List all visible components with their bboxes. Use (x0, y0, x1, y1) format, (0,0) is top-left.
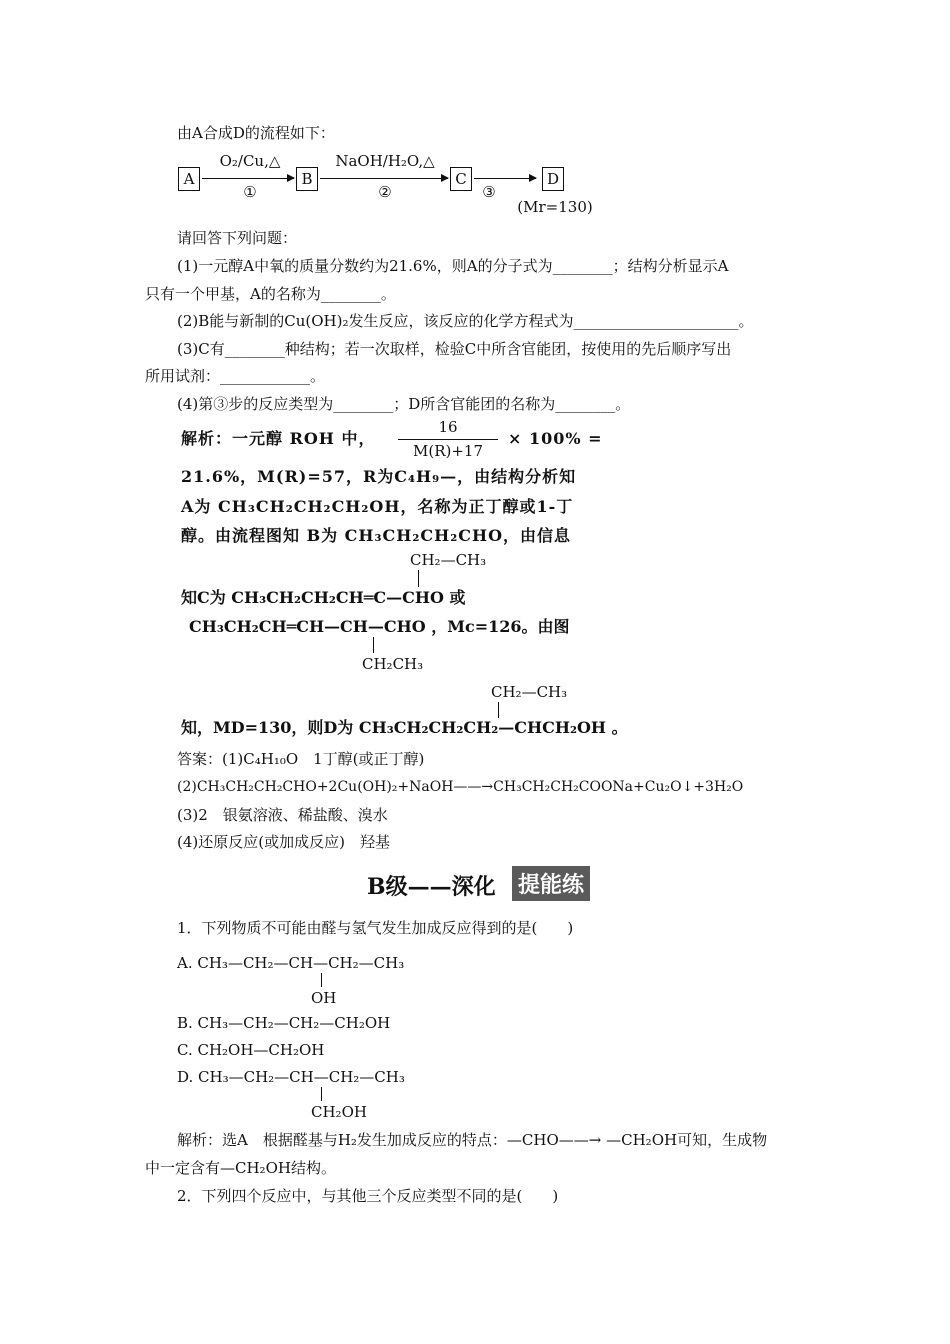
flow-arrow-1 (202, 178, 294, 179)
structure-c1-main: 知C为 CH₃CH₂CH₂CH═C—CHO 或 (181, 588, 466, 607)
flow-step1-number: ① (243, 183, 257, 201)
analysis-fraction-numerator: 16 (438, 418, 458, 436)
option-a-bond (321, 973, 322, 987)
structure-c2-branch: CH₂CH₃ (362, 655, 424, 673)
question-1-line-1: (1)一元醇A中氧的质量分数约为21.6%，则A的分子式为________；结构分析显示A (177, 257, 729, 275)
answer-4: (4)还原反应(或加成反应) 羟基 (177, 833, 390, 851)
structure-d-bond (498, 702, 499, 718)
flow-step2-number: ② (378, 183, 392, 201)
section-title: B级——深化 (367, 874, 496, 900)
answer-2: (2)CH₃CH₂CH₂CHO+2Cu(OH)₂+NaOH——→CH₃CH₂CH₂COONa+Cu₂O↓+3H₂O (177, 779, 744, 795)
flow-mr-label: (Mr=130) (517, 198, 593, 216)
structure-d-main: 知，MD=130，则D为 CH₃CH₂CH₂CH₂—CHCH₂OH 。 (181, 718, 628, 737)
flow-box-b: B (296, 167, 318, 191)
question-3-line-1: (3)C有________种结构；若一次取样，检验C中所含官能团，按使用的先后顺序写出 (177, 340, 732, 358)
question-2: (2)B能与新制的Cu(OH)₂发生反应，该反应的化学方程式为______________________。 (177, 312, 754, 330)
structure-c2-main: CH₃CH₂CH═CH—CH—CHO ，Mc=126。由图 (189, 617, 570, 636)
flow-step2-condition: NaOH/H₂O,△ (335, 152, 435, 170)
analysis-line-1-prefix: 解析：一元醇 ROH 中， (181, 429, 376, 448)
flow-step1-condition: O₂/Cu,△ (219, 152, 281, 170)
ask-text: 请回答下列问题： (177, 229, 298, 247)
problem-1-option-d-sub: CH₂OH (311, 1103, 367, 1121)
problem-1-explanation-line-2: 中一定含有—CH₂OH结构。 (145, 1159, 336, 1177)
section-title-highlight: 提能练 (512, 866, 590, 901)
problem-1-explanation-line-1: 解析：选A 根据醛基与H₂发生加成反应的特点：—CHO——→ —CH₂OH可知，生成物 (177, 1131, 768, 1149)
question-1-line-2: 只有一个甲基，A的名称为________。 (145, 285, 396, 303)
problem-1-stem: 1．下列物质不可能由醛与氢气发生加成反应得到的是( ) (177, 919, 574, 937)
answer-3: (3)2 银氨溶液、稀盐酸、溴水 (177, 806, 388, 824)
structure-c1-branch: CH₂—CH₃ (410, 551, 487, 569)
option-d-bond (321, 1087, 322, 1101)
structure-d-branch: CH₂—CH₃ (491, 683, 568, 701)
answer-1: 答案：(1)C₄H₁₀O 1丁醇(或正丁醇) (177, 750, 425, 768)
problem-2-stem: 2．下列四个反应中，与其他三个反应类型不同的是( ) (177, 1187, 559, 1205)
analysis-line-1-suffix: × 100% = (508, 429, 603, 448)
analysis-fraction-bar (398, 439, 498, 440)
flow-step3-number: ③ (482, 183, 496, 201)
problem-1-option-d: D. CH₃—CH₂—CH—CH₂—CH₃ (177, 1068, 405, 1086)
problem-1-option-b: B. CH₃—CH₂—CH₂—CH₂OH (177, 1014, 391, 1032)
intro-text: 由A合成D的流程如下： (177, 124, 335, 142)
analysis-line-4: 醇。由流程图知 B为 CH₃CH₂CH₂CHO，由信息 (181, 526, 572, 545)
flow-arrow-3 (474, 178, 536, 179)
structure-c1-bond (418, 570, 419, 587)
flow-box-a: A (178, 167, 200, 191)
question-4: (4)第③步的反应类型为________；D所含官能团的名称为________。 (177, 395, 631, 413)
question-3-line-2: 所用试剂：____________。 (145, 367, 326, 385)
flow-box-d: D (542, 167, 564, 191)
structure-c2-bond (373, 637, 374, 653)
flow-arrow-2 (320, 178, 448, 179)
analysis-line-3: A为 CH₃CH₂CH₂CH₂OH，名称为正丁醇或1-丁 (181, 497, 574, 516)
problem-1-option-a: A. CH₃—CH₂—CH—CH₂—CH₃ (177, 954, 405, 972)
analysis-fraction-denominator: M(R)+17 (412, 442, 483, 460)
problem-1-option-a-sub: OH (311, 989, 337, 1007)
flow-box-c: C (450, 167, 472, 191)
analysis-line-2: 21.6%，M(R)=57，R为C₄H₉—，由结构分析知 (181, 467, 577, 486)
problem-1-option-c: C. CH₂OH—CH₂OH (177, 1041, 325, 1059)
